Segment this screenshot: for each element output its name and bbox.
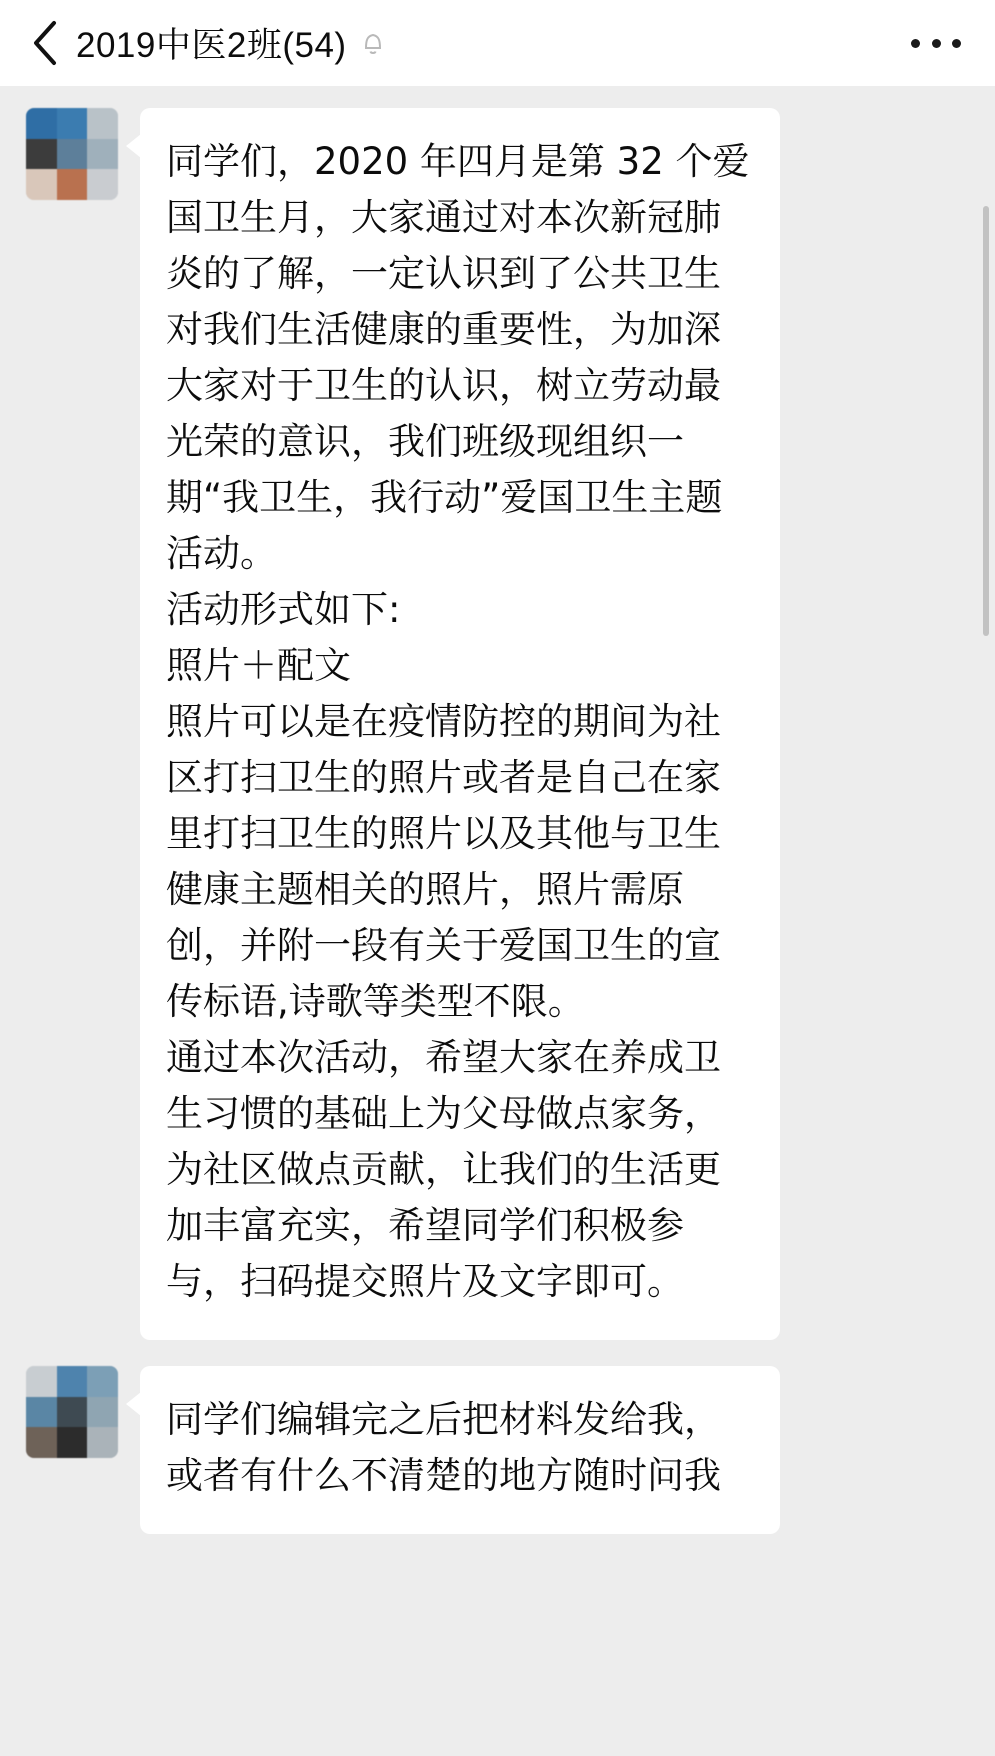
list-item <box>0 108 995 1340</box>
message-bubble-wrap <box>140 108 780 1340</box>
chevron-left-icon[interactable] <box>28 17 62 69</box>
scrollbar[interactable] <box>983 206 989 636</box>
message-text: 同学们，2020 年四月是第 32 个爱国卫生月，大家通过对本次新冠肺炎的了解，一定认识到了公共卫生对我们生活健康的重要性，为加深大家对于卫生的认识，树立劳动最光荣的意识，我们班级现组织一期“我卫生，我行动”爱国卫生主题活动。 <box>166 140 750 575</box>
avatar-tile <box>26 108 57 139</box>
chat-header <box>0 0 995 86</box>
list-item <box>0 1366 995 1534</box>
avatar-tile <box>57 1427 88 1458</box>
avatar-tile <box>87 1397 118 1428</box>
message-text: 活动形式如下: <box>166 588 401 631</box>
avatar-tile <box>26 139 57 170</box>
message-bubble-wrap <box>140 1366 780 1534</box>
mute-bell-icon <box>359 29 387 57</box>
message-text: 照片＋配文 <box>166 644 351 687</box>
avatar-tile <box>57 169 88 200</box>
avatar-tile <box>87 108 118 139</box>
avatar-tile <box>26 169 57 200</box>
more-dot <box>952 39 961 48</box>
avatar-tile <box>26 1366 57 1397</box>
avatar-tile <box>57 139 88 170</box>
avatar[interactable] <box>26 108 118 200</box>
message-bubble[interactable] <box>140 1366 780 1534</box>
message-text: 同学们编辑完之后把材料发给我，或者有什么不清楚的地方随时问我 <box>166 1398 721 1497</box>
more-dot <box>932 39 941 48</box>
avatar-tile <box>26 1397 57 1428</box>
message-text: 通过本次活动，希望大家在养成卫生习惯的基础上为父母做点家务，为社区做点贡献，让我们的生活更加丰富充实，希望同学们积极参与，扫码提交照片及文字即可。 <box>166 1036 721 1303</box>
avatar[interactable] <box>26 1366 118 1458</box>
avatar-tile <box>87 1366 118 1397</box>
avatar-tile <box>57 1397 88 1428</box>
avatar-tile <box>87 169 118 200</box>
avatar-tile <box>87 139 118 170</box>
avatar-tile <box>57 1366 88 1397</box>
more-dot <box>911 39 920 48</box>
avatar-tile <box>57 108 88 139</box>
message-bubble[interactable] <box>140 108 780 1340</box>
page-title: 2019中医2班(54) <box>76 26 347 65</box>
message-list[interactable] <box>0 86 995 1756</box>
avatar-tile <box>26 1427 57 1458</box>
message-text: 照片可以是在疫情防控的期间为社区打扫卫生的照片或者是自己在家里打扫卫生的照片以及其他与卫生健康主题相关的照片，照片需原创，并附一段有关于爱国卫生的宣传标语,诗歌等类型不限。 <box>166 700 721 1023</box>
avatar-tile <box>87 1427 118 1458</box>
more-options-icon[interactable] <box>911 23 965 63</box>
